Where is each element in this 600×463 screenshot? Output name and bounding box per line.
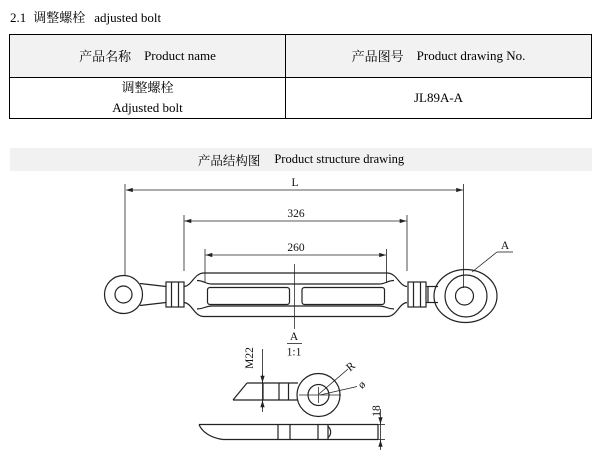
header-drawing-no: [286, 35, 591, 78]
product-structure-drawing: [0, 171, 600, 463]
cell-product-name: [10, 78, 286, 119]
dimension-260: [205, 242, 387, 283]
section-title-cn: 调整螺栓: [33, 10, 86, 25]
drawing-no-value: JL89A-A: [413, 89, 464, 105]
section-title: [287, 331, 302, 359]
product-name-cn: 调整螺栓: [121, 79, 174, 95]
spec-table: [9, 34, 592, 119]
header-product-name-en: Product name: [144, 47, 216, 63]
section-scale-label: 1:1: [286, 346, 302, 359]
right-eye-hole: [456, 287, 474, 305]
dimension-326: [184, 208, 407, 271]
header-product-name-cn: 产品名称: [79, 49, 132, 65]
radius-label: R: [344, 359, 358, 375]
left-eye-outline: [105, 276, 143, 314]
left-eye-hole: [115, 286, 132, 303]
section-number: 2.1: [10, 10, 27, 25]
right-nut: [408, 282, 426, 307]
right-eye-face: [445, 275, 487, 317]
body-slot-left: [208, 288, 290, 305]
drawing-title-en: Product structure drawing: [274, 152, 405, 166]
section-heading: [10, 7, 161, 26]
drawing-title-band: [10, 148, 592, 171]
left-nut: [166, 282, 184, 307]
turnbuckle-main-view: [105, 264, 498, 329]
diameter-label: ø: [355, 378, 369, 392]
cell-drawing-no: [286, 78, 591, 119]
header-drawing-no-en: Product drawing No.: [416, 47, 526, 63]
dim-label-326: 326: [287, 208, 305, 220]
drawing-title-cn: 产品结构图: [197, 153, 261, 168]
dimension-m22: [244, 347, 263, 412]
dim-label-overall-length: L: [291, 177, 299, 189]
section-view-side: [199, 405, 385, 450]
section-ref-label: A: [500, 240, 510, 252]
dim-label-18: 18: [371, 405, 383, 417]
section-ref-leader: [472, 240, 513, 272]
header-product-name: [10, 35, 286, 78]
body-slot-right: [302, 288, 385, 305]
section-title-en: adjusted bolt: [94, 10, 162, 25]
section-name-label: A: [289, 331, 299, 343]
header-drawing-no-cn: 产品图号: [351, 49, 404, 65]
dim-label-260: 260: [287, 242, 305, 254]
dim-label-m22: M22: [244, 347, 256, 369]
product-name-en: Adjusted bolt: [112, 99, 183, 115]
